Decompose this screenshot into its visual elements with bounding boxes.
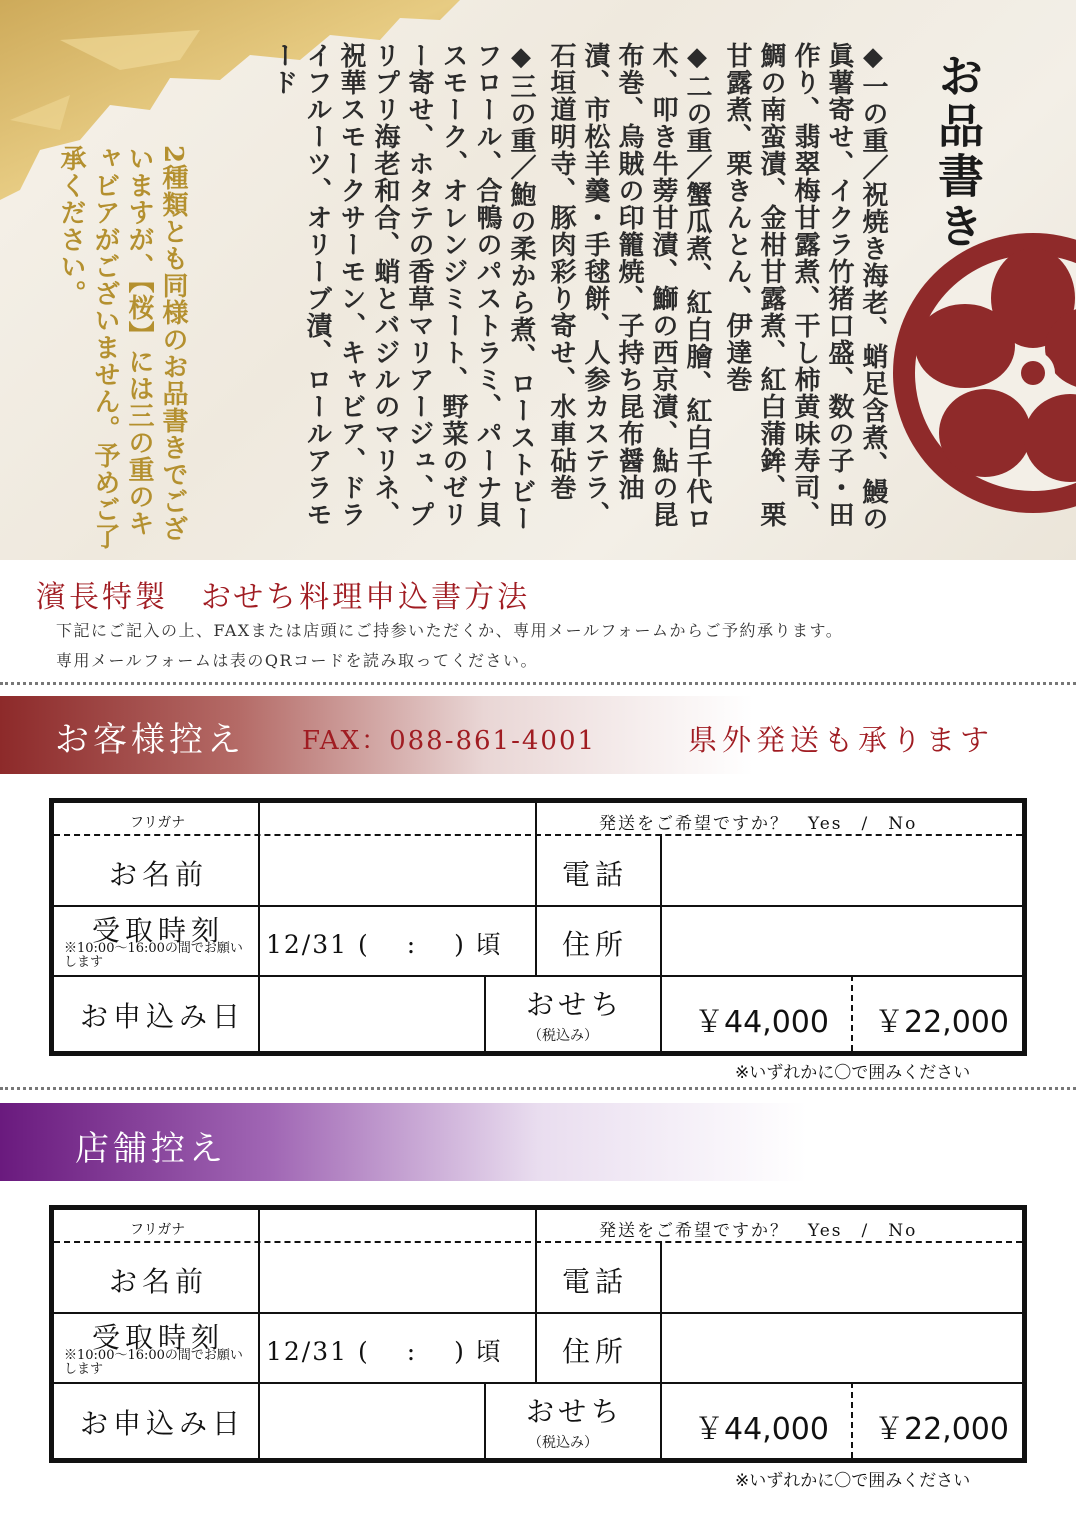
customer-copy-title: お客様控え <box>55 720 245 760</box>
tax-included-label: （税込み） <box>528 1435 598 1451</box>
shipping-note: 県外発送も承ります <box>688 723 995 757</box>
furigana-label: フリガナ <box>130 1222 186 1238</box>
col-divider <box>484 1382 486 1458</box>
address-label: 住所 <box>562 928 629 961</box>
price-option-22000[interactable]: ￥22,000 <box>874 1005 1009 1040</box>
price-option-22000[interactable]: ￥22,000 <box>874 1412 1009 1447</box>
col-divider <box>851 1382 853 1458</box>
col-divider <box>484 975 486 1051</box>
menu-tier-2: ◆二の重／蟹瓜煮、紅白膾、紅白千代ロ木、叩き牛蒡甘漬、鰤の西京漬、鮎の昆布巻、烏賊の印籠焼、子持ち昆布醤油漬、市松羊羹・手毬餅、人参カステラ、石垣道明寺、豚肉彩り寄せ、水車砧巻 <box>546 42 712 532</box>
name-field[interactable] <box>260 836 534 904</box>
name-label: お名前 <box>109 1265 209 1298</box>
family-crest-icon <box>885 228 1076 518</box>
menu-note: 2種類とも同様のお品書きでございますが、【桜】には三の重のキャビアがございません。予めご了承ください。 <box>56 145 188 550</box>
furigana-label: フリガナ <box>130 815 186 831</box>
phone-label: 電話 <box>562 858 629 891</box>
row-divider <box>54 975 1022 977</box>
address-field[interactable] <box>662 907 1022 975</box>
instruction-line-2: 専用メールフォームは表のQRコードを読み取ってください。 <box>56 651 539 670</box>
customer-order-form <box>49 798 1027 1056</box>
store-copy-title: 店舗控え <box>75 1129 227 1169</box>
col-divider <box>535 1210 537 1382</box>
name-label: お名前 <box>109 858 209 891</box>
apply-date-field[interactable] <box>260 977 484 1051</box>
menu-section <box>0 0 1076 560</box>
apply-date-label: お申込み日 <box>80 1000 246 1033</box>
address-field[interactable] <box>662 1314 1022 1382</box>
pickup-note: ※10:00～16:00の間でお願いします <box>64 1348 243 1377</box>
name-field[interactable] <box>260 1243 534 1311</box>
pickup-note: ※10:00～16:00の間でお願いします <box>64 941 243 970</box>
price-option-44000[interactable]: ￥44,000 <box>694 1005 829 1040</box>
address-label: 住所 <box>562 1335 629 1368</box>
menu-tier-1: ◆一の重／祝焼き海老、蛸足含煮、鰻の眞薯寄せ、イクラ竹猪口盛、数の子・田作り、翡翠梅甘露煮、干し柿黄味寿司、鯛の南蛮漬、金柑甘露煮、紅白蒲鉾、栗甘露煮、栗きんとん、伊達巻 <box>722 42 888 532</box>
phone-field[interactable] <box>662 836 1022 904</box>
shipping-question[interactable]: 発送をご希望ですか？ Yes / No <box>599 1221 918 1241</box>
phone-label: 電話 <box>562 1265 629 1298</box>
tax-included-label: （税込み） <box>528 1028 598 1044</box>
apply-date-field[interactable] <box>260 1384 484 1458</box>
circle-instruction: ※いずれかに〇で囲みください <box>735 1471 971 1491</box>
phone-field[interactable] <box>662 1243 1022 1311</box>
circle-instruction: ※いずれかに〇で囲みください <box>735 1063 971 1083</box>
menu-title: お品書き <box>931 52 985 252</box>
divider <box>0 682 1076 685</box>
col-divider <box>535 803 537 975</box>
furigana-field[interactable] <box>260 803 534 833</box>
store-order-form <box>49 1205 1027 1463</box>
pickup-label: 受取時刻 <box>92 1321 225 1354</box>
pickup-time-field[interactable]: 12/31 ( : ) 頃 <box>266 1337 503 1366</box>
shipping-question[interactable]: 発送をご希望ですか？ Yes / No <box>599 814 918 834</box>
divider <box>0 1087 1076 1090</box>
row-divider <box>54 1382 1022 1384</box>
menu-list <box>268 42 890 552</box>
store-copy-banner <box>0 1103 1076 1181</box>
fax-number: FAX：088-861-4001 <box>302 726 597 756</box>
col-divider <box>851 975 853 1051</box>
osechi-label: おせち <box>526 1395 625 1428</box>
price-option-44000[interactable]: ￥44,000 <box>694 1412 829 1447</box>
menu-tier-3: ◆三の重／鮑の柔から煮、ローストビーフロール、合鴨のパストラミ、パーナ貝スモーク、オレンジミート、野菜のゼリー寄せ、ホタテの香草マリアージュ、プリプリ海老和合、蛸とバジルのマリネ、祝華スモークサーモン、キャビア、ドライフルーツ、オリーブ漬、ロールアラモード <box>268 42 536 532</box>
osechi-label: おせち <box>526 988 625 1021</box>
instruction-line-1: 下記にご記入の上、FAXまたは店頭にご持参いただくか、専用メールフォームからご予約承ります。 <box>56 621 844 640</box>
customer-copy-banner <box>0 696 1076 774</box>
pickup-label: 受取時刻 <box>92 914 225 947</box>
page-title: 濱長特製 おせち料理申込書方法 <box>36 580 531 615</box>
pickup-time-field[interactable]: 12/31 ( : ) 頃 <box>266 930 503 959</box>
apply-date-label: お申込み日 <box>80 1407 246 1440</box>
furigana-field[interactable] <box>260 1210 534 1240</box>
